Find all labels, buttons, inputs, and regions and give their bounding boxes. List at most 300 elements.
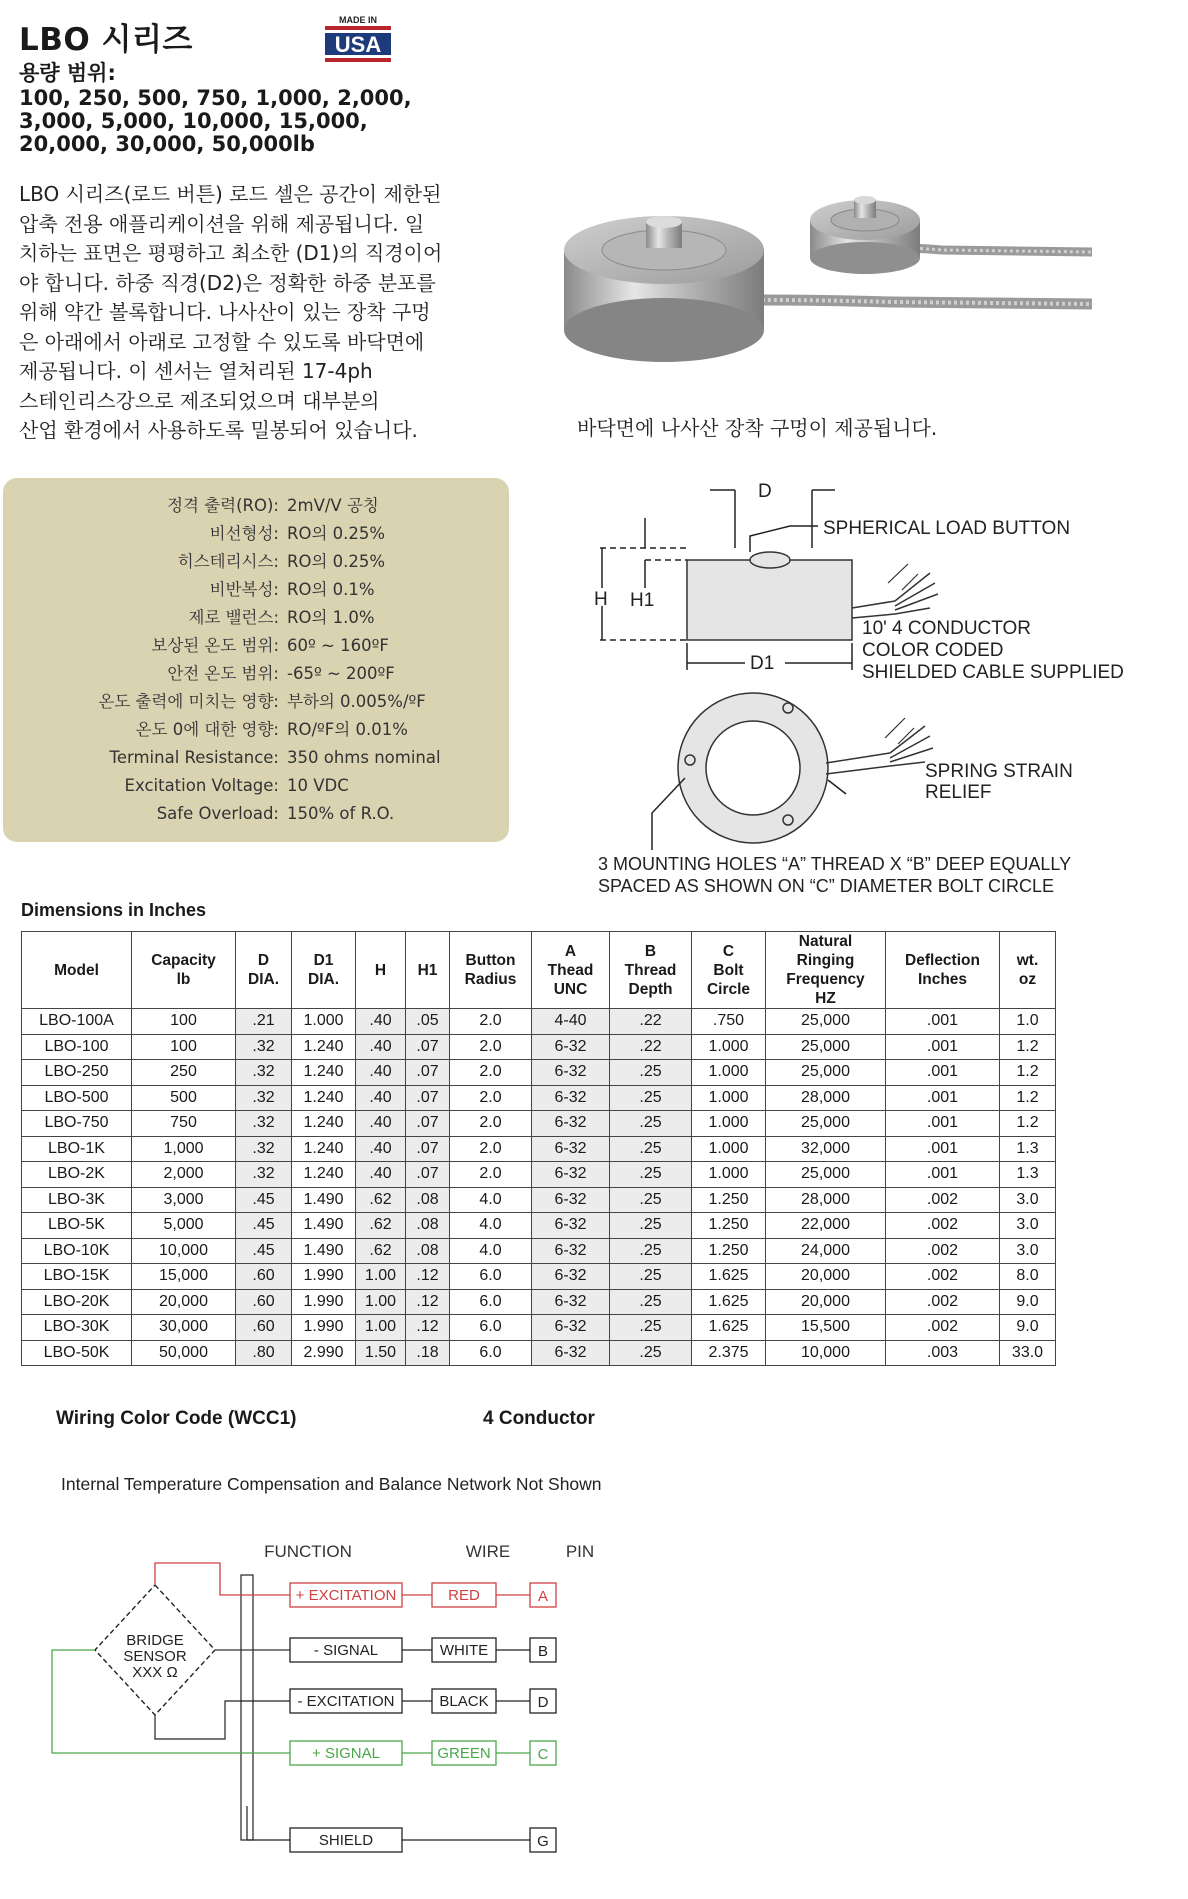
table-cell: .62 [356,1238,406,1264]
column-header [132,932,236,1009]
table-cell: .32 [236,1136,292,1162]
table-cell: .32 [236,1111,292,1137]
column-header-line: Capacity [151,952,216,969]
table-cell: 1.625 [692,1264,766,1290]
spec-label: 비선형성: [209,524,279,543]
table-row [22,1136,1056,1162]
relief-text: SPRING STRAIN [925,761,1073,782]
column-header-line: UNC [553,980,588,998]
column-header-line: H [374,961,387,979]
table-cell: 2.0 [450,1085,532,1111]
table-cell: .40 [356,1085,406,1111]
table-cell: 6-32 [532,1060,610,1086]
made-in-usa-badge [324,14,392,64]
function-label: + SIGNAL [312,1745,380,1762]
table-cell: 2.0 [450,1009,532,1035]
spec-value: 2mV/V 공칭 [287,496,379,515]
table-cell: 1.000 [292,1009,356,1035]
table-cell: .002 [886,1315,1000,1341]
spec-label: 보상된 온도 범위: [151,636,279,655]
table-cell: .25 [610,1213,692,1239]
wire-label: GREEN [437,1745,491,1762]
table-cell: .60 [236,1315,292,1341]
table-cell: LBO-10K [22,1238,132,1264]
specifications-table [3,492,509,828]
col-pin: PIN [565,1542,595,1561]
dimensions-table [21,931,1056,1366]
table-cell: 4.0 [450,1187,532,1213]
dim-label-h1: H1 [630,590,655,611]
table-cell: .25 [610,1162,692,1188]
spec-label: Safe Overload: [156,804,279,823]
table-cell: 1.250 [692,1238,766,1264]
spec-value: RO의 0.25% [287,552,386,571]
table-cell: LBO-2K [22,1162,132,1188]
spec-value: RO의 0.1% [287,580,375,599]
col-wire: WIRE [465,1542,511,1561]
table-cell: 15,500 [766,1315,886,1341]
table-cell: 1.00 [356,1264,406,1290]
spec-label: 제로 밸런스: [188,608,279,627]
table-cell: .40 [356,1136,406,1162]
pin-label: C [537,1746,549,1763]
table-row [22,1264,1056,1290]
spec-row [3,576,509,604]
table-cell: LBO-750 [22,1111,132,1137]
spec-label: 온도 출력에 미치는 영향: [98,692,279,711]
table-cell: .40 [356,1111,406,1137]
capacity-line: 3,000, 5,000, 10,000, 15,000, [19,109,368,133]
cable-text: 10' 4 CONDUCTOR [862,618,1032,639]
table-cell: 9.0 [1000,1289,1056,1315]
table-cell: 3.0 [1000,1187,1056,1213]
column-header-line: wt. [1016,952,1039,969]
column-header [886,932,1000,1009]
table-cell: 1.50 [356,1340,406,1366]
column-header-line: Thead [547,961,594,979]
table-cell: .07 [406,1085,450,1111]
table-cell: 1.2 [1000,1034,1056,1060]
column-header-line: DIA. [308,971,339,988]
dim-label-h: H [594,589,608,610]
table-cell: 2.0 [450,1136,532,1162]
table-cell: .001 [886,1162,1000,1188]
pin-label: A [537,1588,549,1605]
column-header-line: Ringing [796,952,855,969]
description-line: LBO 시리즈(로드 버튼) 로드 셀은 공간이 제한된 [19,182,442,206]
table-cell: .25 [610,1289,692,1315]
table-cell: .40 [356,1162,406,1188]
function-label: - SIGNAL [313,1642,379,1659]
table-cell: .21 [236,1009,292,1035]
table-cell: .001 [886,1085,1000,1111]
table-cell: .60 [236,1289,292,1315]
table-cell: 28,000 [766,1187,886,1213]
table-cell: 4.0 [450,1238,532,1264]
wiring-title: Wiring Color Code (WCC1) [56,1408,297,1429]
table-cell: .22 [610,1009,692,1035]
spec-value: -65º ~ 200ºF [287,664,395,683]
table-cell: 1.240 [292,1060,356,1086]
table-cell: 1,000 [132,1136,236,1162]
table-cell: 1.3 [1000,1162,1056,1188]
table-cell: .08 [406,1187,450,1213]
table-cell: 1.490 [292,1187,356,1213]
table-cell: 6-32 [532,1034,610,1060]
table-cell: .80 [236,1340,292,1366]
table-row [22,1162,1056,1188]
relief-text: RELIEF [925,782,992,803]
table-cell: 25,000 [766,1009,886,1035]
table-row [22,1009,1056,1035]
table-cell: 1.00 [356,1289,406,1315]
table-cell: 1.2 [1000,1111,1056,1137]
table-cell: 10,000 [132,1238,236,1264]
conductor-label: 4 Conductor [483,1408,595,1429]
table-row [22,1238,1056,1264]
dim-label-spherical: SPHERICAL LOAD BUTTON [823,518,1071,539]
table-row [22,1187,1056,1213]
table-cell: 6-32 [532,1162,610,1188]
column-header-line: lb [176,971,191,988]
table-cell: .40 [356,1060,406,1086]
table-cell: 1.2 [1000,1085,1056,1111]
column-header-line: Deflection [905,952,980,969]
table-cell: .001 [886,1009,1000,1035]
description-line: 스테인리스강으로 제조되었으며 대부분의 [19,388,380,413]
table-cell: .07 [406,1136,450,1162]
table-cell: 2.0 [450,1111,532,1137]
pin-label: G [537,1833,549,1850]
table-cell: .05 [406,1009,450,1035]
spec-label: 온도 0에 대한 영향: [135,720,279,739]
spec-row [3,548,509,576]
table-row [22,1340,1056,1366]
table-cell: 1.625 [692,1289,766,1315]
table-row [22,1060,1056,1086]
table-cell: 1.490 [292,1238,356,1264]
capacity-values [19,87,419,156]
function-label: SHIELD [318,1832,374,1849]
table-cell: 6-32 [532,1136,610,1162]
table-cell: 20,000 [132,1289,236,1315]
product-photo [562,180,1102,380]
spec-label: 정격 출력(RO): [167,496,279,515]
column-header-line: HZ [815,990,836,1007]
wiring-diagram [50,1535,610,1885]
badge-main-text: USA [334,32,382,57]
table-cell: 1.250 [692,1187,766,1213]
table-cell: LBO-30K [22,1315,132,1341]
table-cell: .002 [886,1213,1000,1239]
table-cell: 32,000 [766,1136,886,1162]
spec-label: Terminal Resistance: [109,748,279,767]
table-cell: 1.000 [692,1162,766,1188]
table-cell: 1.490 [292,1213,356,1239]
spec-row [3,744,509,772]
table-cell: .25 [610,1085,692,1111]
table-cell: .25 [610,1187,692,1213]
table-cell: 3.0 [1000,1213,1056,1239]
table-cell: 6-32 [532,1213,610,1239]
spec-value: RO/ºF의 0.01% [287,720,408,739]
table-cell: 1.240 [292,1085,356,1111]
capacity-line: 20,000, 30,000, 50,000lb [19,132,315,156]
product-description [19,180,489,446]
spec-row [3,800,509,828]
table-cell: .001 [886,1034,1000,1060]
table-cell: .32 [236,1085,292,1111]
table-cell: .002 [886,1238,1000,1264]
sensor-text: BRIDGE [126,1632,184,1649]
table-cell: .08 [406,1238,450,1264]
table-cell: LBO-50K [22,1340,132,1366]
table-cell: 1.000 [692,1136,766,1162]
table-cell: 3.0 [1000,1238,1056,1264]
table-cell: .25 [610,1136,692,1162]
dim-label-d: D [758,481,772,502]
spec-label: Excitation Voltage: [124,776,279,795]
table-cell: .25 [610,1264,692,1290]
table-cell: 1.3 [1000,1136,1056,1162]
table-cell: .12 [406,1289,450,1315]
spec-row [3,520,509,548]
table-cell: .002 [886,1289,1000,1315]
table-cell: .12 [406,1264,450,1290]
table-cell: .001 [886,1136,1000,1162]
table-cell: 2.0 [450,1034,532,1060]
column-header [766,932,886,1009]
table-cell: LBO-500 [22,1085,132,1111]
table-cell: .001 [886,1060,1000,1086]
table-cell: 1.240 [292,1034,356,1060]
table-row [22,1289,1056,1315]
table-cell: .32 [236,1162,292,1188]
column-header [406,932,450,1009]
col-function: FUNCTION [264,1542,352,1561]
table-cell: 6-32 [532,1315,610,1341]
table-cell: .45 [236,1187,292,1213]
table-cell: 1.000 [692,1111,766,1137]
table-cell: 6-32 [532,1111,610,1137]
table-cell: .25 [610,1315,692,1341]
function-label: + EXCITATION [295,1587,397,1604]
table-cell: 1.990 [292,1289,356,1315]
table-cell: 4.0 [450,1213,532,1239]
table-cell: .40 [356,1034,406,1060]
table-cell: 6.0 [450,1264,532,1290]
table-cell: 28,000 [766,1085,886,1111]
table-cell: .62 [356,1187,406,1213]
column-header-line: Thread [624,961,677,979]
column-header [1000,932,1056,1009]
table-cell: .60 [236,1264,292,1290]
table-cell: 2,000 [132,1162,236,1188]
table-cell: 2.0 [450,1060,532,1086]
sensor-text: SENSOR [123,1648,187,1665]
table-row [22,1034,1056,1060]
column-header-line: A [564,942,577,960]
pin-label: B [537,1643,549,1660]
spec-row [3,632,509,660]
table-header-row [22,932,1056,1009]
table-cell: 6-32 [532,1340,610,1366]
spec-value: 150% of R.O. [287,804,395,823]
column-header-line: D1 [313,952,334,969]
function-label: - EXCITATION [297,1693,395,1710]
table-cell: 1.000 [692,1034,766,1060]
column-header [692,932,766,1009]
table-cell: 6-32 [532,1264,610,1290]
table-cell: LBO-20K [22,1289,132,1315]
table-cell: 1.625 [692,1315,766,1341]
table-cell: .40 [356,1009,406,1035]
table-cell: 2.375 [692,1340,766,1366]
description-line: 치하는 표면은 평평하고 최소한 (D1)의 직경이어 [19,241,443,265]
pin-label: D [537,1694,549,1711]
table-cell: 750 [132,1111,236,1137]
table-cell: .45 [236,1238,292,1264]
table-cell: LBO-3K [22,1187,132,1213]
table-cell: .002 [886,1264,1000,1290]
table-cell: 22,000 [766,1213,886,1239]
table-cell: 20,000 [766,1289,886,1315]
description-line: 위해 약간 볼록합니다. 나사산이 있는 장착 구멍 [19,300,431,324]
description-line: 제공됩니다. 이 센서는 열처리된 17-4ph [19,359,373,383]
description-line: 압축 전용 애플리케이션을 위해 제공됩니다. 일 [19,211,425,236]
table-cell: 10,000 [766,1340,886,1366]
table-cell: 25,000 [766,1060,886,1086]
column-header [356,932,406,1009]
table-cell: 6.0 [450,1289,532,1315]
table-cell: 1.000 [692,1060,766,1086]
description-line: 산업 환경에서 사용하도록 밀봉되어 있습니다. [19,418,418,442]
dimension-diagram [590,478,1165,898]
table-cell: 30,000 [132,1315,236,1341]
column-header-line: D [257,952,270,969]
table-cell: .07 [406,1111,450,1137]
table-cell: 6-32 [532,1238,610,1264]
table-cell: 9.0 [1000,1315,1056,1341]
spec-row [3,716,509,744]
table-cell: .12 [406,1315,450,1341]
table-cell: 15,000 [132,1264,236,1290]
table-cell: 1.00 [356,1315,406,1341]
table-cell: 6.0 [450,1340,532,1366]
table-cell: .08 [406,1213,450,1239]
column-header [22,932,132,1009]
table-cell: .25 [610,1340,692,1366]
table-cell: 20,000 [766,1264,886,1290]
holes-text: 3 MOUNTING HOLES “A” THREAD X “B” DEEP EQUALLY [598,854,1072,874]
spec-row [3,772,509,800]
column-header-line: C [722,942,735,960]
table-cell: 500 [132,1085,236,1111]
cable-text: SHIELDED CABLE SUPPLIED [862,662,1124,683]
column-header [532,932,610,1009]
table-cell: 5,000 [132,1213,236,1239]
column-header-line: H1 [417,961,438,979]
description-line: 야 합니다. 하중 직경(D2)은 정확한 하중 분포를 [19,270,436,295]
table-cell: 1.990 [292,1264,356,1290]
table-cell: LBO-5K [22,1213,132,1239]
spec-row [3,688,509,716]
column-header [450,932,532,1009]
table-cell: 33.0 [1000,1340,1056,1366]
spec-value: 350 ohms nominal [287,748,441,767]
table-cell: .22 [610,1034,692,1060]
column-header-line: Frequency [786,971,865,988]
table-cell: 1.000 [692,1085,766,1111]
table-cell: .32 [236,1060,292,1086]
table-cell: .07 [406,1060,450,1086]
spec-label: 히스테리시스: [177,552,279,571]
badge-top-text: MADE IN [339,15,377,25]
table-cell: 250 [132,1060,236,1086]
table-cell: .001 [886,1111,1000,1137]
table-cell: .18 [406,1340,450,1366]
table-cell: 6.0 [450,1315,532,1341]
description-line: 은 아래에서 아래로 고정할 수 있도록 바닥면에 [19,329,425,354]
table-cell: 25,000 [766,1034,886,1060]
spec-row [3,604,509,632]
column-header-line: Inches [917,971,968,988]
column-header-line: Button [465,952,516,969]
table-cell: 8.0 [1000,1264,1056,1290]
column-header-line: Natural [798,933,853,950]
table-cell: 1.240 [292,1136,356,1162]
capacity-line: 100, 250, 500, 750, 1,000, 2,000, [19,86,412,110]
table-cell: .25 [610,1238,692,1264]
column-header [292,932,356,1009]
specifications-panel [3,478,509,842]
table-row [22,1213,1056,1239]
table-cell: 1.240 [292,1111,356,1137]
spec-row [3,492,509,520]
network-note: Internal Temperature Compensation and Balance Network Not Shown [61,1474,602,1494]
table-cell: .25 [610,1111,692,1137]
dimensions-title: Dimensions in Inches [21,900,207,920]
dim-label-d1: D1 [750,653,775,674]
table-cell: LBO-100 [22,1034,132,1060]
table-cell: 100 [132,1009,236,1035]
table-cell: 50,000 [132,1340,236,1366]
table-cell: 2.990 [292,1340,356,1366]
table-cell: 1.2 [1000,1060,1056,1086]
sensor-text: XXX Ω [132,1664,178,1681]
table-row [22,1085,1056,1111]
column-header-line: Bolt [713,961,744,979]
column-header-line: Circle [706,980,751,998]
table-cell: .45 [236,1213,292,1239]
holes-text: SPACED AS SHOWN ON “C” DIAMETER BOLT CIRCLE [598,876,1055,896]
spec-label: 안전 온도 범위: [167,664,279,683]
table-cell: 1.250 [692,1213,766,1239]
table-cell: 6-32 [532,1085,610,1111]
spec-value: 부하의 0.005%/ºF [287,692,426,711]
spec-row [3,660,509,688]
table-cell: 25,000 [766,1111,886,1137]
table-cell: .32 [236,1034,292,1060]
table-cell: 24,000 [766,1238,886,1264]
column-header-line: B [644,942,657,960]
table-cell: LBO-250 [22,1060,132,1086]
spec-label: 비반복성: [209,580,279,599]
table-cell: .07 [406,1162,450,1188]
capacity-heading: 용량 범위: [19,61,116,85]
table-cell: 6-32 [532,1289,610,1315]
table-cell: .002 [886,1187,1000,1213]
